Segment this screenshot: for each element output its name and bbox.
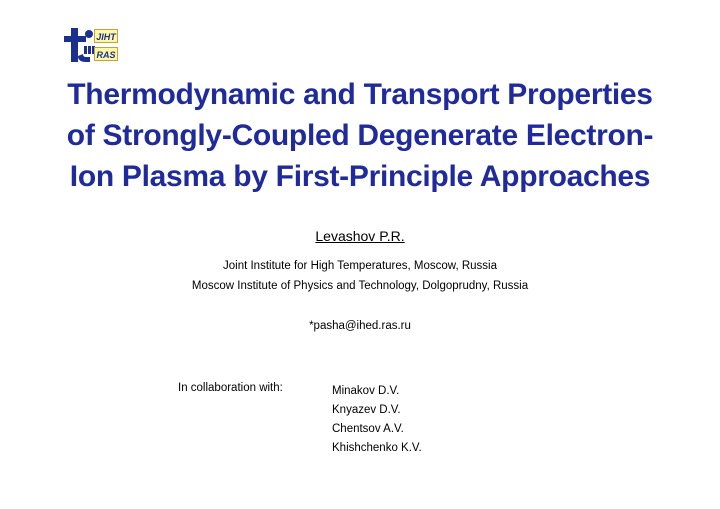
contact-email: *pasha@ihed.ras.ru — [309, 320, 411, 332]
affiliation-mipt: Moscow Institute of Physics and Technology, Dolgoprudny, Russia — [191, 280, 529, 292]
title-line: of Strongly-Coupled Degenerate Electron- — [66, 119, 654, 152]
logo-tag-jiht: JIHT — [94, 29, 118, 43]
slide-title — [0, 74, 720, 197]
title-line: Thermodynamic and Transport Properties — [67, 78, 653, 111]
jiht-ras-logo — [62, 26, 122, 66]
collaboration-label: In collaboration with: — [178, 382, 283, 394]
list-item: Knyazev D.V. — [332, 404, 401, 416]
jiht-emblem-icon — [62, 26, 96, 66]
title-line: Ion Plasma by First-Principle Approaches — [69, 160, 651, 193]
logo-tag-ras: RAS — [94, 47, 118, 61]
list-item: Chentsov A.V. — [332, 423, 404, 435]
author-name: Levashov P.R. — [315, 228, 405, 244]
list-item: Khishchenko K.V. — [332, 442, 422, 454]
collaborator-list — [332, 382, 422, 458]
affiliation-jiht: Joint Institute for High Temperatures, Moscow, Russia — [223, 260, 497, 272]
list-item: Minakov D.V. — [332, 385, 400, 397]
